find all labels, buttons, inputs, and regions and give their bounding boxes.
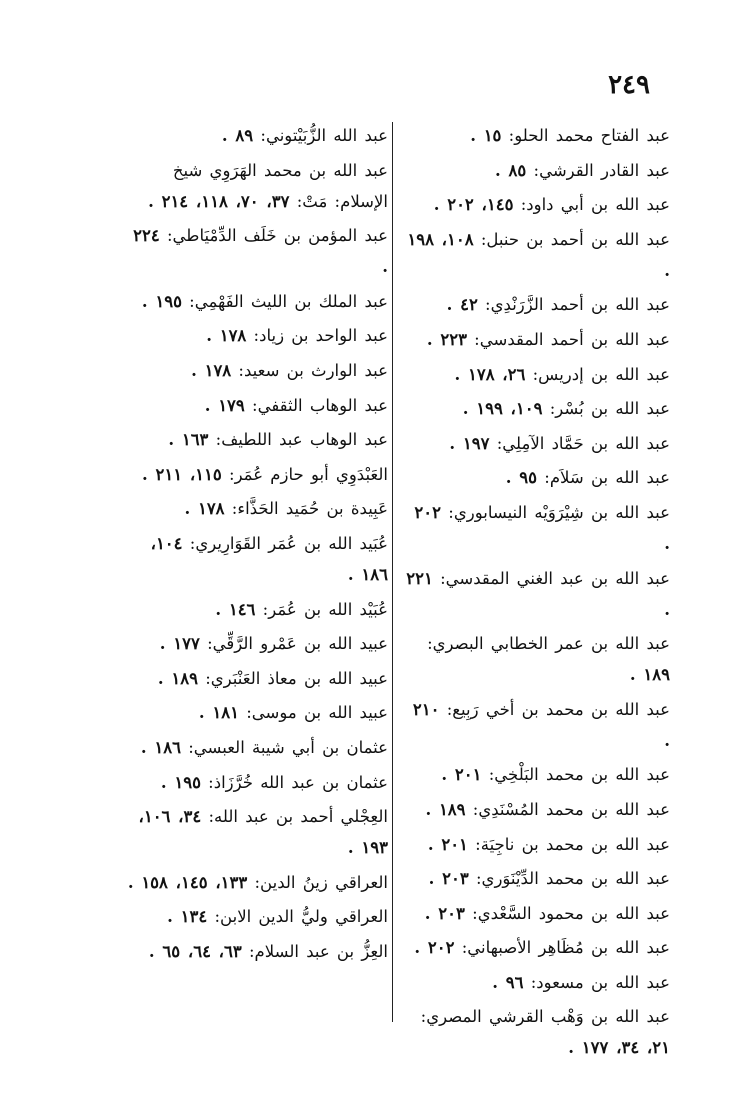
entry-name: عبد الوهاب الثقفي:	[244, 395, 388, 415]
index-entry	[402, 863, 670, 894]
index-entry	[402, 1001, 670, 1063]
entry-page-refs: ٤٢ .	[446, 295, 478, 315]
entry-name: عبد الله بن بُسْر:	[542, 399, 670, 419]
entry-name: عبد الله بن أحمد المقدسي:	[466, 329, 670, 349]
entry-page-refs: ٦٣، ٦٤، ٦٥ .	[148, 941, 242, 961]
index-entry	[120, 459, 388, 490]
entry-name: عبد الله بن شِيْرَوَيْه النيسابوري:	[441, 502, 670, 522]
entry-name: عبيد الله بن معاذ العَنْبَري:	[197, 668, 388, 688]
index-entry	[402, 359, 670, 390]
index-entry	[120, 594, 388, 625]
entry-page-refs: ٢٠٣ .	[424, 903, 465, 923]
column-divider	[392, 122, 393, 1022]
entry-page-refs: ١٧٩ .	[204, 395, 245, 415]
index-entry	[402, 324, 670, 355]
index-entry	[402, 829, 670, 860]
index-entry	[402, 224, 670, 286]
index-entry	[120, 355, 388, 386]
entry-name: عَبِيدة بن حُمَيد الحَذَّاء:	[224, 499, 388, 519]
entry-name: عبد الله بن محمد الهَرَوِي شيخ الإسلام: مَتْ:	[172, 160, 388, 211]
entry-name: عبد الله بن عمر الخطابي البصري:	[427, 634, 670, 654]
entry-name: عبد الله بن عبد الغني المقدسي:	[432, 568, 670, 588]
index-entry	[402, 794, 670, 825]
page-number: ٢٤٩	[608, 70, 650, 100]
entry-page-refs: ١٠٩، ١٩٩ .	[462, 399, 543, 419]
entry-page-refs: ١٧٧ .	[159, 634, 200, 654]
entry-page-refs: ٣٤، ١٠٦، ١٩٣ .	[138, 807, 388, 858]
index-entry	[402, 120, 670, 151]
index-entry	[402, 628, 670, 690]
index-entry	[402, 428, 670, 459]
index-entry	[402, 462, 670, 493]
index-entry	[120, 390, 388, 421]
entry-name: عبد الله بن أحمد الزَّرَنْدِي:	[477, 295, 670, 315]
entry-page-refs: ١٠٨، ١٩٨ .	[407, 229, 670, 280]
index-entry	[120, 286, 388, 317]
entry-name: عبيد الله بن عَمْرو الرَّقِّي:	[199, 634, 388, 654]
entry-name: العِزُّ بن عبد السلام:	[241, 941, 388, 961]
entry-page-refs: ١١٥، ٢١١ .	[142, 464, 222, 484]
entry-name: عبد الله بن أحمد بن حنبل:	[473, 229, 670, 249]
entry-page-refs: ٢٠١ .	[441, 765, 482, 785]
entry-page-refs: ١٩٥ .	[141, 291, 182, 311]
index-entry	[402, 694, 670, 756]
entry-page-refs: ٢٠١ .	[427, 834, 468, 854]
entry-page-refs: ٢٢١ .	[406, 568, 670, 619]
entry-name: العراقي وليُّ الدين الابن:	[207, 907, 388, 927]
index-entry	[402, 497, 670, 559]
entry-page-refs: ٢٠٢ .	[414, 502, 670, 553]
entry-name: عثمان بن عبد الله خُرَّزَاذ:	[200, 772, 388, 792]
entry-page-refs: ٣٧، ٧٠، ١١٨، ٢١٤ .	[148, 191, 290, 211]
index-column-right	[402, 120, 670, 1067]
index-entry	[402, 289, 670, 320]
index-entry	[402, 563, 670, 625]
entry-name: عبيد الله بن موسى:	[238, 703, 388, 723]
entry-name: عُبَيْد الله بن عُمَر:	[255, 599, 388, 619]
index-entry	[120, 732, 388, 763]
entry-page-refs: ١٦٣ .	[168, 430, 209, 450]
index-entry	[120, 493, 388, 524]
entry-name: عبد الفتاح محمد الحلو:	[501, 126, 670, 145]
index-entry	[120, 424, 388, 455]
entry-page-refs: ١٩٥ .	[160, 772, 201, 792]
entry-page-refs: ١٧٨ .	[206, 326, 247, 346]
index-entry	[402, 189, 670, 220]
entry-name: عبد الله بن أبي داود:	[513, 195, 670, 215]
entry-page-refs: ١٧٨ .	[191, 360, 232, 380]
index-entry	[120, 220, 388, 282]
index-entry	[120, 901, 388, 932]
index-entry	[120, 628, 388, 659]
entry-name: العَبْدَوِي أبو حازم عُمَر:	[221, 464, 388, 484]
entry-page-refs: ١٣٣، ١٤٥، ١٥٨ .	[127, 872, 248, 892]
index-entry	[402, 759, 670, 790]
entry-page-refs: ٢١٠ .	[412, 699, 670, 750]
index-entry	[402, 898, 670, 929]
entry-name: عبد الله الزُّبَيْتوني:	[253, 126, 388, 145]
entry-name: عثمان بن أبي شيبة العبسي:	[180, 737, 388, 757]
entry-page-refs: ١٨٩ .	[157, 668, 198, 688]
entry-name: عُبَيد الله بن عُمَر القَوَارِيري:	[182, 533, 388, 553]
entry-name: عبد الله بن محمود السَّعْدي:	[464, 903, 670, 923]
entry-page-refs: ٢٢٤ .	[133, 226, 388, 277]
entry-page-refs: ١٤٦ .	[215, 599, 256, 619]
entry-page-refs: ٢٠٣ .	[428, 869, 469, 889]
entry-page-refs: ٢٦، ١٧٨ .	[454, 364, 526, 384]
entry-page-refs: ٢٢٣ .	[426, 329, 467, 349]
entry-name: عبد الواحد بن زياد:	[246, 326, 388, 346]
entry-page-refs: ١٧٨ .	[184, 499, 225, 519]
entry-name: عبد الله بن محمد بن ناجِيَة:	[467, 834, 670, 854]
entry-name: عبد الله بن سَلاَم:	[537, 468, 670, 488]
index-entry	[120, 697, 388, 728]
index-entry	[120, 155, 388, 217]
entry-page-refs: ١٩٧ .	[449, 433, 490, 453]
index-entry	[120, 120, 388, 151]
index-columns	[120, 120, 670, 1058]
entry-name: عبد الله بن محمد المُسْنَدِي:	[465, 799, 670, 819]
entry-name: عبد المؤمن بن خَلَف الدِّمْيَاطي:	[159, 226, 388, 246]
entry-name: العراقي زينُ الدين:	[247, 872, 388, 892]
entry-page-refs: ٨٩ .	[221, 126, 254, 145]
entry-name: عبد الله بن محمد البَلْخِي:	[481, 765, 670, 785]
index-entry	[120, 936, 388, 967]
entry-page-refs: ١٨٩ .	[425, 799, 466, 819]
entry-page-refs: ١٥ .	[470, 126, 502, 145]
entry-page-refs: ٨٥ .	[495, 160, 527, 180]
entry-name: عبد الله بن إدريس:	[525, 364, 670, 384]
entry-page-refs: ١٣٤ .	[167, 907, 208, 927]
entry-page-refs: ١٨٩ .	[629, 665, 670, 685]
entry-name: عبد الله بن محمد بن أخي رَبِيع:	[439, 699, 670, 719]
entry-page-refs: ١٨١ .	[198, 703, 239, 723]
entry-name: العِجْلي أحمد بن عبد الله:	[201, 807, 388, 827]
index-entry	[402, 932, 670, 963]
entry-page-refs: ٢١، ٣٤، ١٧٧ .	[568, 1038, 670, 1058]
index-entry	[402, 967, 670, 998]
entry-page-refs: ٩٥ .	[505, 468, 538, 488]
entry-name: عبد الوهاب عبد اللطيف:	[208, 430, 388, 450]
entry-name: عبد الملك بن الليث الفَهْمِي:	[181, 291, 388, 311]
index-entry	[402, 155, 670, 186]
entry-name: عبد القادر القرشي:	[526, 160, 670, 180]
entry-name: عبد الله بن حَمَّاد الآمِلِي:	[489, 433, 670, 453]
entry-name: عبد الله بن وَهْب القرشي المصري:	[420, 1007, 670, 1027]
entry-name: عبد الوارث بن سعيد:	[231, 360, 388, 380]
entry-name: عبد الله بن محمد الدِّيْنَوَري:	[468, 869, 670, 889]
index-entry	[120, 320, 388, 351]
index-column-left	[120, 120, 388, 970]
index-entry	[120, 663, 388, 694]
index-entry	[120, 528, 388, 590]
index-entry	[402, 393, 670, 424]
entry-page-refs: ١٤٥، ٢٠٢ .	[433, 195, 514, 215]
entry-page-refs: ٩٦ .	[492, 972, 524, 992]
entry-page-refs: ١٨٦ .	[140, 737, 181, 757]
entry-page-refs: ٢٠٢ .	[414, 938, 455, 958]
entry-name: عبد الله بن مُظَاهِر الأصبهاني:	[454, 938, 670, 958]
index-entry	[120, 801, 388, 863]
index-entry	[120, 767, 388, 798]
entry-page-refs: ١٠٤، ١٨٦ .	[150, 533, 388, 584]
entry-name: عبد الله بن مسعود:	[523, 972, 670, 992]
index-entry	[120, 867, 388, 898]
